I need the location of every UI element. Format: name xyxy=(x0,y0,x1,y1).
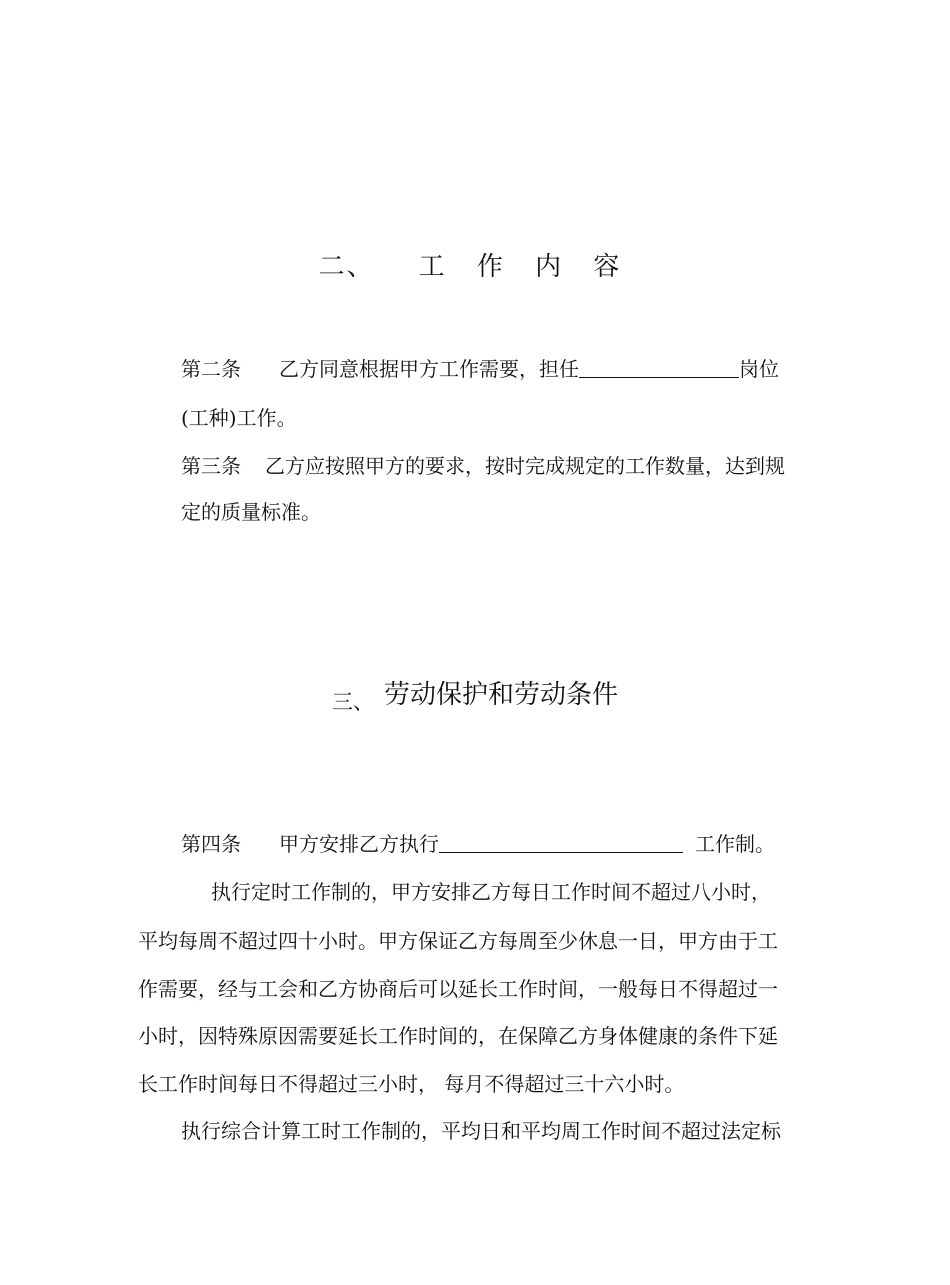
article-2-text-after: 岗位 xyxy=(739,357,779,381)
section-3-title: 劳动保护和劳动条件 xyxy=(383,680,618,710)
article-4-text-after: 工作制。 xyxy=(695,832,775,856)
paragraph-1-line-5: 长工作时间每日不得超过三小时， 每月不得超过三十六小时。 xyxy=(138,1072,685,1096)
section-2-number: 二、 xyxy=(318,252,375,282)
article-2-label: 第二条 xyxy=(181,357,241,381)
paragraph-1-line-2: 平均每周不超过四十小时。甲方保证乙方每周至少休息一日，甲方由于工 xyxy=(138,929,778,953)
section-2-heading xyxy=(0,254,950,280)
article-3-text: 乙方应按照甲方的要求，按时完成规定的工作数量，达到规 xyxy=(265,454,785,478)
section-3-heading xyxy=(0,680,950,714)
paragraph-1-line-3: 作需要，经与工会和乙方协商后可以延长工作时间，一般每日不得超过一 xyxy=(138,977,778,1001)
paragraph-1-line-4: 小时，因特殊原因需要延长工作时间的，在保障乙方身体健康的条件下延 xyxy=(138,1024,778,1048)
article-2-line-1 xyxy=(181,359,779,379)
article-4-line-1 xyxy=(181,834,775,854)
paragraph-2-line-1: 执行综合计算工时工作制的，平均日和平均周工作时间不超过法定标 xyxy=(181,1119,781,1143)
article-3-line-2: 定的质量标准。 xyxy=(181,500,321,524)
position-blank xyxy=(579,359,739,378)
article-4-text: 甲方安排乙方执行 xyxy=(279,832,439,856)
section-2-title: 工 作 内 容 xyxy=(418,252,632,282)
section-3-number: 三、 xyxy=(331,690,374,714)
article-4-label: 第四条 xyxy=(181,832,241,856)
paragraph-1-line-1: 执行定时工作制的，甲方安排乙方每日工作时间不超过八小时， xyxy=(211,880,771,904)
article-2-line-2: (工种)工作。 xyxy=(181,406,297,430)
work-system-blank xyxy=(439,834,683,853)
article-3-line-1 xyxy=(181,456,785,476)
article-3-label: 第三条 xyxy=(181,454,241,478)
article-2-text: 乙方同意根据甲方工作需要，担任 xyxy=(279,357,579,381)
